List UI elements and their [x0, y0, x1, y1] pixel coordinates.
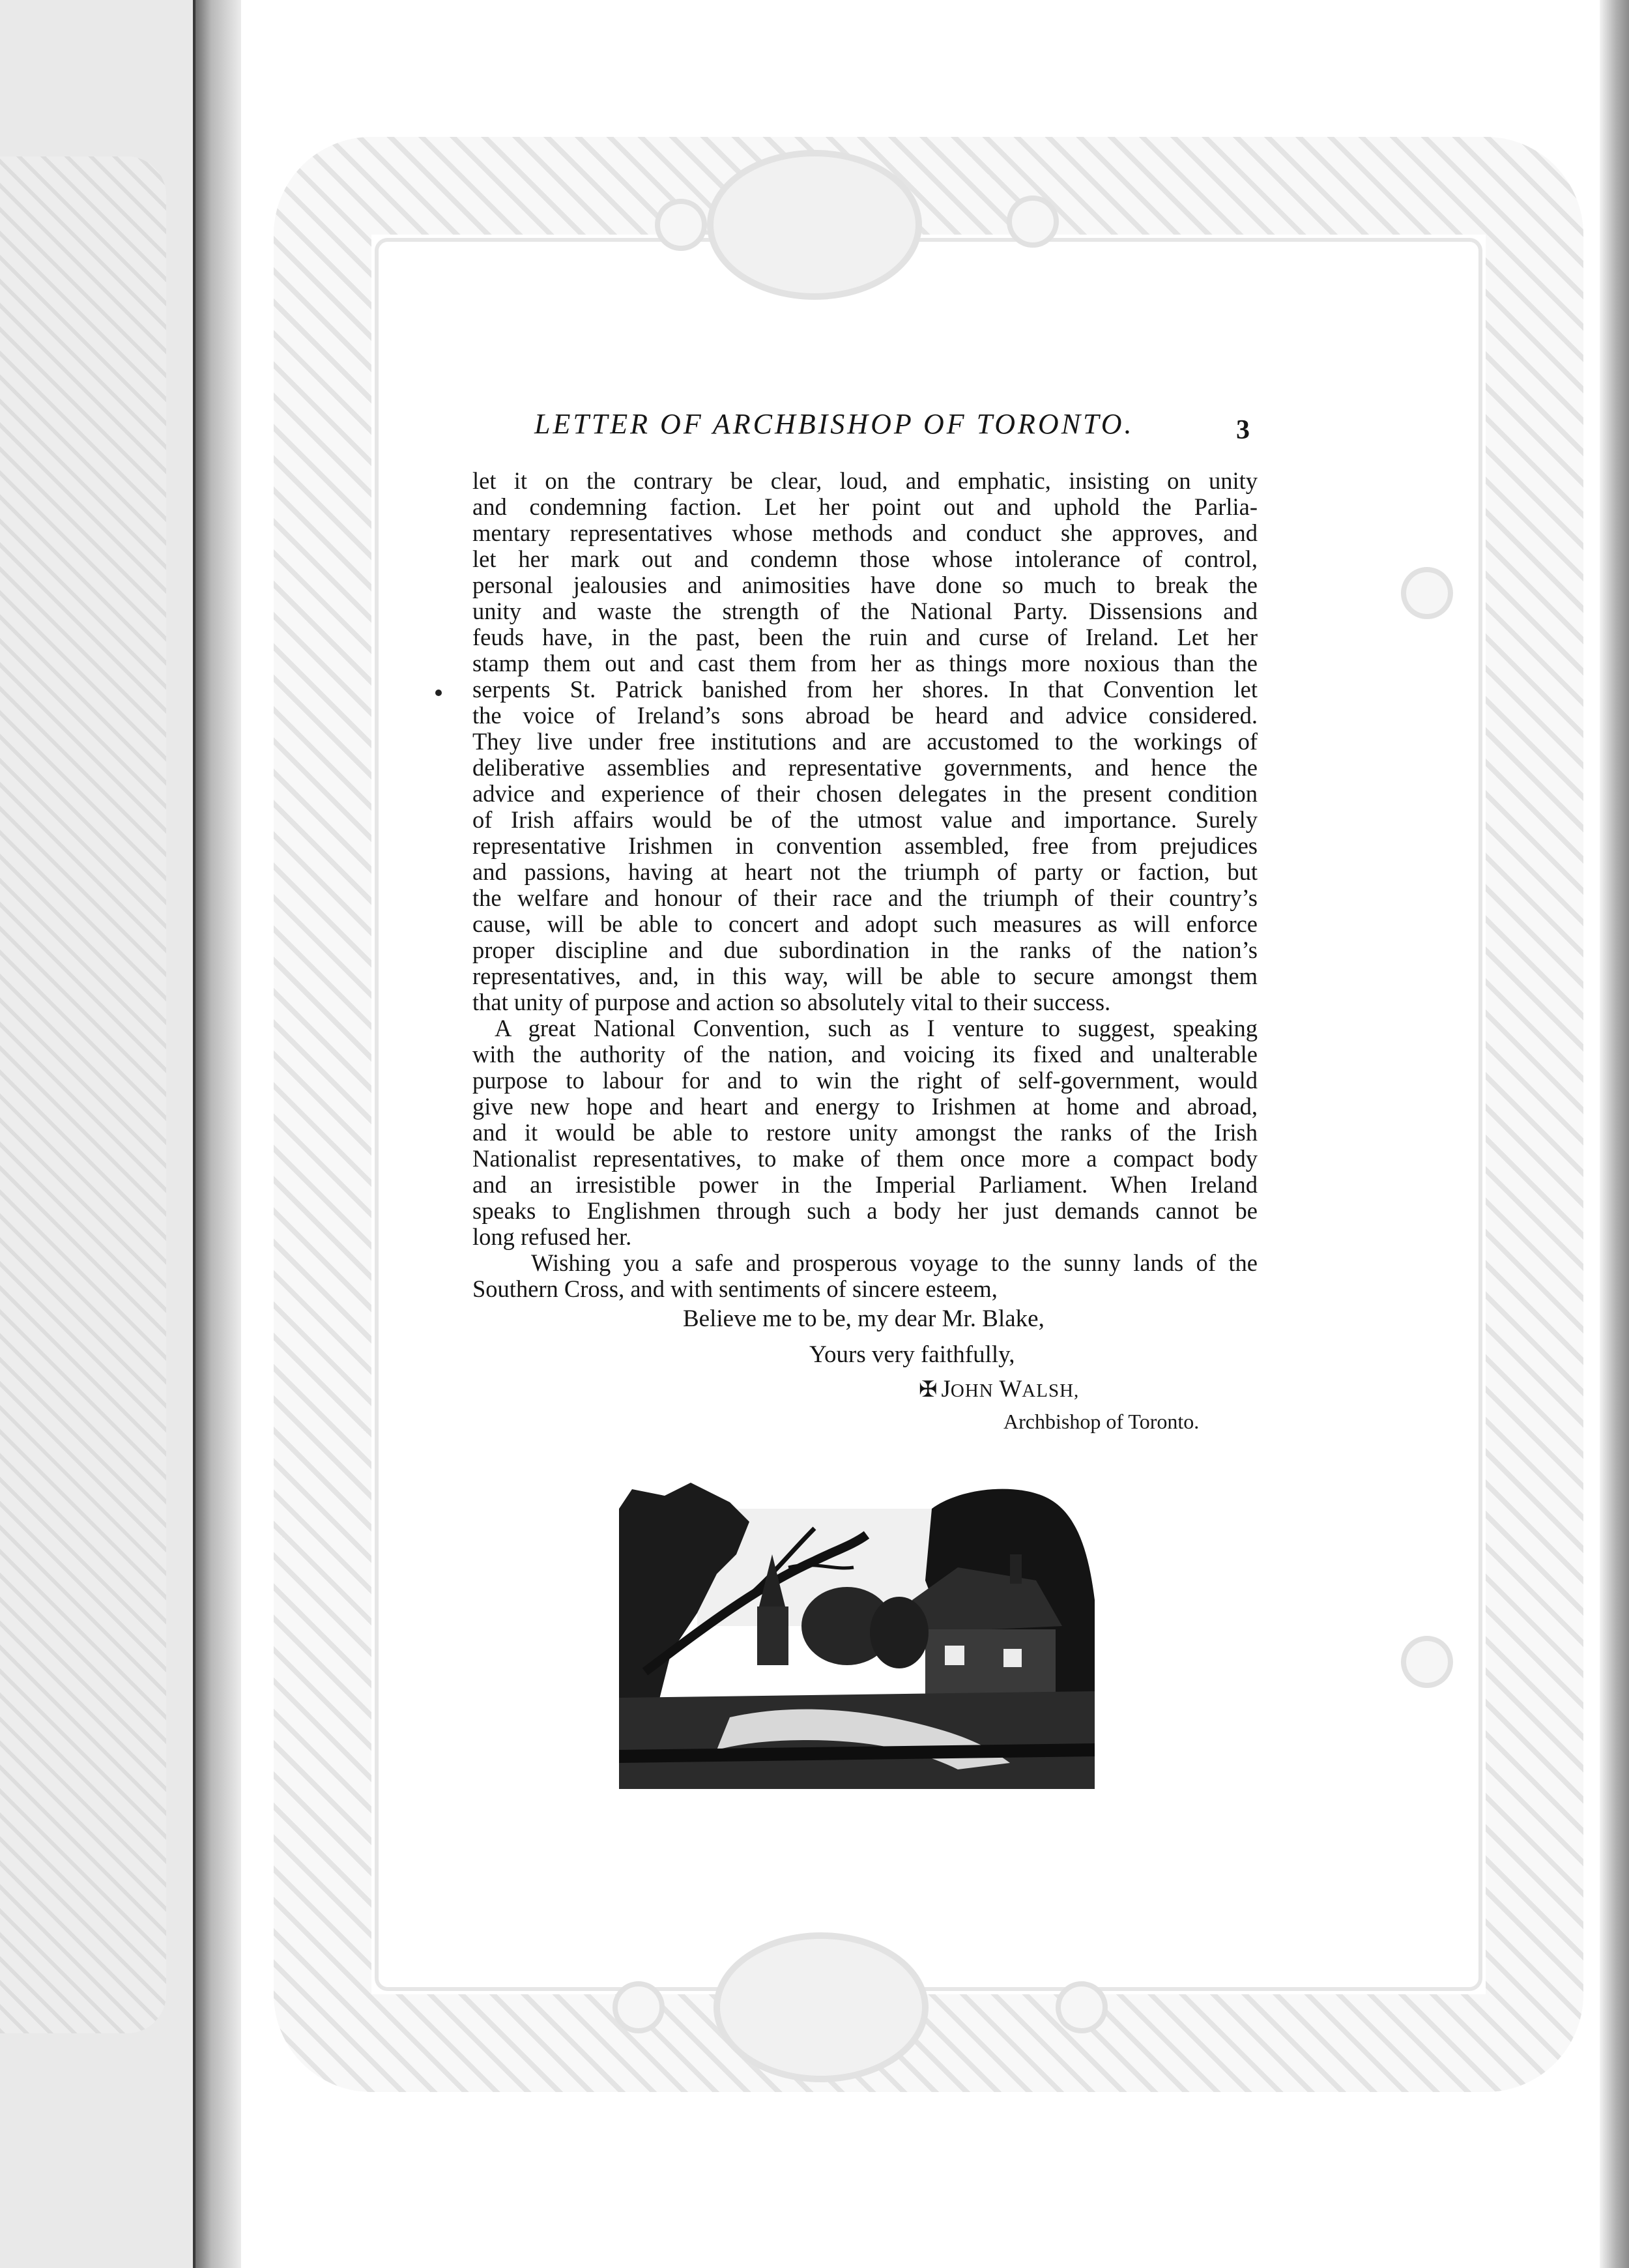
letter-line: stamp them out and cast them from her as things more noxious than the	[472, 650, 1258, 676]
signature-title: Archbishop of Toronto.	[1003, 1410, 1200, 1433]
running-head: LETTER OF ARCHBISHOP OF TORONTO.	[534, 408, 1134, 440]
letter-line: let it on the contrary be clear, loud, and emphatic, insisting on unity	[472, 467, 1258, 494]
letter-line: purpose to labour for and to win the right of self-government, would	[472, 1067, 1258, 1094]
letter-line: deliberative assemblies and representative governments, and hence the	[472, 754, 1258, 781]
signature-smallcaps: OHN	[950, 1380, 994, 1401]
landscape-engraving	[619, 1483, 1095, 1789]
cross-icon: ✠	[919, 1378, 938, 1402]
letter-line: Nationalist representatives, to make of them once more a compact body	[472, 1145, 1258, 1172]
border-knot-ornament	[613, 1981, 665, 2033]
letter-line: Wishing you a safe and prosperous voyage to the sunny lands of the	[531, 1249, 1258, 1276]
border-knot-ornament	[1056, 1981, 1108, 2033]
letter-line: that unity of purpose and action so absolutely vital to their success.	[472, 989, 1111, 1015]
letter-line: give new hope and heart and energy to Irishmen at home and abroad,	[472, 1093, 1258, 1120]
previous-page-edge	[0, 0, 195, 2268]
letter-line: mentary representatives whose methods and conduct she approves, and	[472, 519, 1258, 546]
border-knot-ornament	[1007, 196, 1059, 248]
letter-valediction: Yours very faithfully,	[809, 1341, 1015, 1368]
margin-dot	[435, 690, 442, 696]
letter-body	[472, 468, 1258, 1302]
border-knot-ornament	[1401, 1636, 1453, 1688]
bottom-building-vignette	[714, 1932, 929, 2082]
page-right-edge	[1600, 0, 1629, 2268]
border-knot-ornament	[655, 199, 707, 251]
previous-page-ornament	[0, 156, 166, 2033]
letter-line: representative Irishmen in convention assembled, free from prejudices	[472, 832, 1258, 859]
letter-line: and an irresistible power in the Imperial Parliament. When Ireland	[472, 1171, 1258, 1198]
letter-line: let her mark out and condemn those whose intolerance of control,	[472, 545, 1258, 572]
letter-closing: Believe me to be, my dear Mr. Blake,	[683, 1305, 1045, 1332]
letter-line: speaks to Englishmen through such a body her just demands cannot be	[472, 1197, 1258, 1224]
letter-line: and it would be able to restore unity amongst the ranks of the Irish	[472, 1119, 1258, 1146]
letter-line: serpents St. Patrick banished from her shores. In that Convention let	[472, 676, 1258, 703]
signature-smallcaps: ALSH,	[1022, 1380, 1080, 1401]
border-knot-ornament	[1401, 567, 1453, 619]
letter-line: They live under free institutions and are accustomed to the workings of	[472, 728, 1258, 755]
letter-line: representatives, and, in this way, will be able to secure amongst them	[472, 963, 1258, 989]
letter-line: A great National Convention, such as I venture to suggest, speaking	[495, 1015, 1258, 1041]
page-number: 3	[1236, 415, 1250, 445]
top-building-vignette	[707, 150, 922, 300]
letter-line: Southern Cross, and with sentiments of sincere esteem,	[472, 1275, 998, 1302]
letter-line: cause, will be able to concert and adopt such measures as will enforce	[472, 910, 1258, 937]
book-spine	[195, 0, 241, 2268]
signature-initial: W	[999, 1376, 1022, 1403]
letter-line: feuds have, in the past, been the ruin and curse of Ireland. Let her	[472, 624, 1258, 650]
letter-line: long refused her.	[472, 1223, 632, 1250]
letter-line: unity and waste the strength of the National Party. Dissensions and	[472, 598, 1258, 624]
letter-line: the voice of Ireland’s sons abroad be heard and advice considered.	[472, 702, 1258, 729]
letter-line: and condemning faction. Let her point out and uphold the Parlia-	[472, 493, 1258, 520]
letter-line: proper discipline and due subordination in the ranks of the nation’s	[472, 937, 1258, 963]
letter-line: and passions, having at heart not the triumph of party or faction, but	[472, 858, 1258, 885]
letter-line: advice and experience of their chosen delegates in the present condition	[472, 780, 1258, 807]
letter-line: the welfare and honour of their race and the triumph of their country’s	[472, 884, 1258, 911]
letter-line: with the authority of the nation, and voicing its fixed and unalterable	[472, 1041, 1258, 1068]
signature-initial: J	[941, 1376, 951, 1403]
letter-line: personal jealousies and animosities have done so much to break the	[472, 572, 1258, 598]
signature	[919, 1375, 1079, 1403]
letter-line: of Irish affairs would be of the utmost value and importance. Surely	[472, 806, 1258, 833]
